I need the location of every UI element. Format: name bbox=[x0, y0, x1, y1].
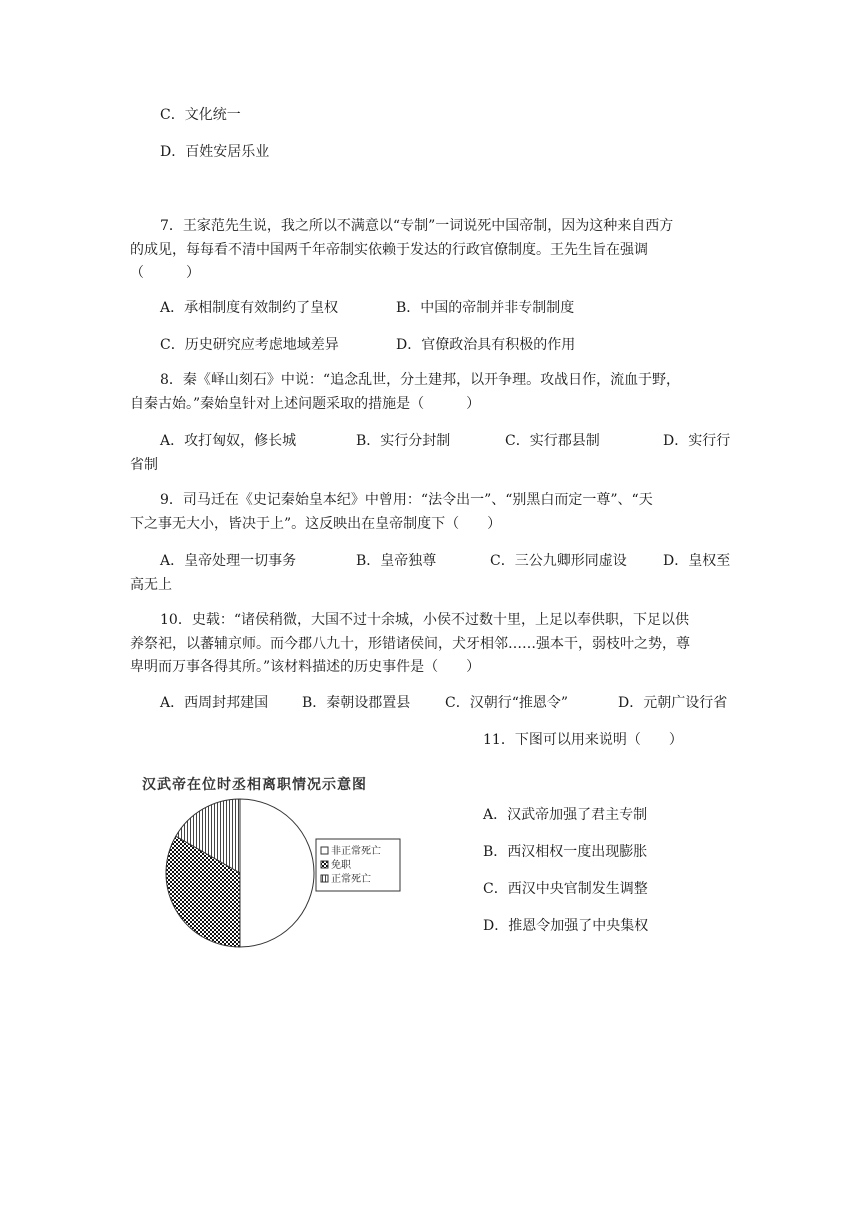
q10-line-2: 养祭祀，以蕃辅京师。而今郡八九十，形错诸侯间，犬牙相邻……强本干，弱枝叶之势，尊 bbox=[130, 636, 690, 652]
q8-option-c: C．实行郡县制 bbox=[505, 433, 600, 449]
q8-line-2: 自秦古始。”秦始皇针对上述问题采取的措施是（ ） bbox=[130, 396, 481, 412]
legend-swatch-3 bbox=[321, 875, 328, 882]
q10-line-1: 10．史载：“诸侯稍微，大国不过十余城，小侯不过数十里，上足以奉供职，下足以供 bbox=[160, 612, 689, 628]
q9-option-c: C．三公九卿形同虚设 bbox=[490, 553, 627, 569]
legend-label-2: 免职 bbox=[331, 860, 351, 871]
pie-chart bbox=[160, 795, 420, 960]
q9-option-d: D．皇权至 bbox=[663, 553, 731, 569]
q8-option-b: B．实行分封制 bbox=[356, 433, 451, 449]
q11-option-b: B．西汉相权一度出现膨胀 bbox=[483, 844, 648, 860]
chart-title: 汉武帝在位时丞相离职情况示意图 bbox=[142, 777, 367, 793]
q11-option-a: A．汉武帝加强了君主专制 bbox=[483, 807, 648, 823]
q7-option-b: B．中国的帝制并非专制制度 bbox=[396, 300, 575, 316]
q11-option-c: C．西汉中央官制发生调整 bbox=[483, 881, 648, 897]
q9-option-wrap: 高无上 bbox=[130, 577, 172, 593]
legend-label-1: 非正常死亡 bbox=[331, 846, 381, 857]
legend-label-3: 正常死亡 bbox=[331, 874, 371, 885]
pie-slice-1 bbox=[240, 799, 314, 947]
q8-option-d: D．实行行 bbox=[663, 433, 731, 449]
q10-line-3: 卑明而万事各得其所。”该材料描述的历史事件是（ ） bbox=[130, 659, 481, 675]
q7-option-a: A．承相制度有效制约了皇权 bbox=[160, 300, 339, 316]
q10-option-c: C．汉朝行“推恩令” bbox=[445, 695, 569, 711]
q9-option-a: A．皇帝处理一切事务 bbox=[160, 553, 297, 569]
q11-option-d: D．推恩令加强了中央集权 bbox=[483, 918, 649, 934]
legend-swatch-2 bbox=[321, 861, 328, 868]
q10-option-b: B．秦朝设郡置县 bbox=[302, 695, 411, 711]
legend-swatch-1 bbox=[321, 847, 328, 854]
q9-line-1: 9．司马迁在《史记秦始皇本纪》中曾用：“法令出一”、“别黑白而定一尊”、“天 bbox=[160, 492, 653, 508]
q9-option-b: B．皇帝独尊 bbox=[356, 553, 437, 569]
q11-stem: 11．下图可以用来说明（ ） bbox=[483, 732, 683, 748]
option-d-prev: D．百姓安居乐业 bbox=[160, 144, 270, 160]
q7-line-3: （ ） bbox=[130, 265, 200, 281]
q7-option-d: D．官僚政治具有积极的作用 bbox=[396, 337, 576, 353]
q9-line-2: 下之事无大小，皆决于上”。这反映出在皇帝制度下（ ） bbox=[130, 516, 502, 532]
q8-option-wrap: 省制 bbox=[130, 457, 158, 473]
q8-option-a: A．攻打匈奴，修长城 bbox=[160, 433, 297, 449]
q10-option-d: D．元朝广设行省 bbox=[618, 695, 728, 711]
option-c-prev: C．文化统一 bbox=[160, 107, 241, 123]
q7-option-c: C．历史研究应考虑地域差异 bbox=[160, 337, 339, 353]
q7-line-1: 7．王家范先生说，我之所以不满意以“专制”一词说死中国帝制，因为这种来自西方 bbox=[160, 218, 674, 234]
q8-line-1: 8．秦《峄山刻石》中说：“追念乱世，分土建邦，以开争理。攻战日作，流血于野， bbox=[160, 372, 681, 388]
q7-line-2: 的成见，每每看不清中国两千年帝制实依赖于发达的行政官僚制度。王先生旨在强调 bbox=[130, 242, 648, 258]
q10-option-a: A．西周封邦建国 bbox=[160, 695, 269, 711]
